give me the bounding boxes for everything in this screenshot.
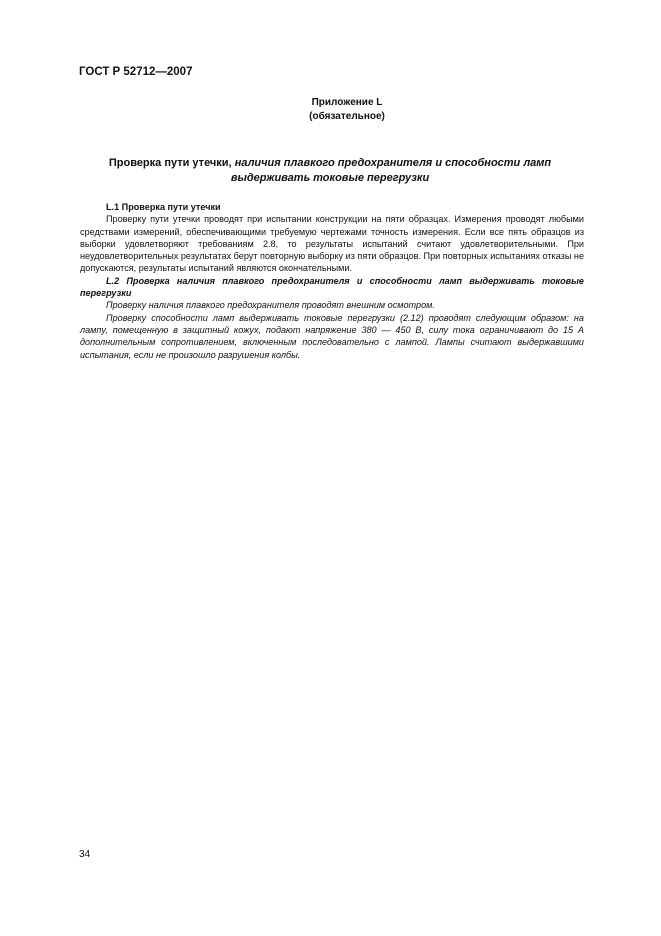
- annex-title: [100, 156, 560, 186]
- annex-heading: [0, 96, 661, 124]
- title-part-italic: наличия плавкого предохранителя и способности ламп выдерживать токовые перегрузки: [230, 157, 552, 184]
- section-l1-heading: L.1 Проверка пути утечки: [106, 202, 221, 212]
- section-l1-text: Проверку пути утечки проводят при испытании конструкции на пяти образцах. Измерения проводят любыми средствами измерений, обеспечивающими требуемую чертежами точность измерения. Если все пять образцов из выборки удовлетворяют требованиям 2.8, то результаты испытаний считают удовлетворительными. При неудовлетворительных результатах берут повторную выборку из пяти образцов. При повторных испытаниях отказы не допускаются, результаты испытаний являются окончательными.: [80, 214, 584, 274]
- annex-status: (обязательное): [309, 111, 385, 122]
- annex-label: Приложение L: [311, 97, 383, 108]
- title-part-regular: Проверка пути утечки,: [108, 157, 235, 169]
- section-l2-heading: L.2 Проверка наличия плавкого предохранителя и способности ламп выдерживать токовые перегрузки: [80, 275, 584, 299]
- page-number: 34: [79, 849, 91, 860]
- document-body: [80, 201, 584, 361]
- section-l2-text-2: Проверку способности ламп выдерживать токовые перегрузки (2.12) проводят следующим образом: на лампу, помещенную в защитный кожух, подают напряжение 380 — 450 В, силу тока ограничивают до 15 А дополнительным сопротивлением, включенным последовательно с лампой. Лампы считают выдержавшими испытания, если не произошло разрушения колбы.: [80, 312, 584, 360]
- section-l2-text-1: Проверку наличия плавкого предохранителя проводят внешним осмотром.: [106, 300, 435, 311]
- standard-number: ГОСТ Р 52712—2007: [79, 66, 193, 78]
